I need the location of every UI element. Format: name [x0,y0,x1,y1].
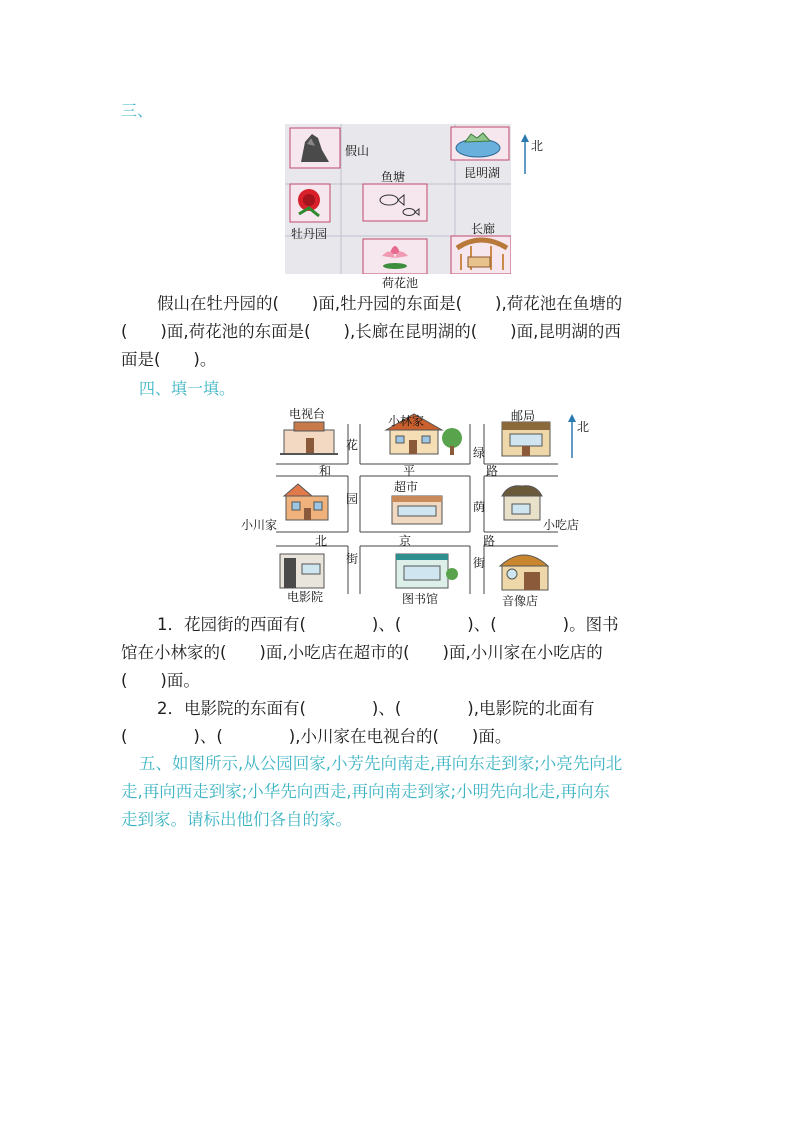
north-label-1: 北 [531,139,544,153]
section-4-title: 四、填一填。 [139,379,236,398]
cinema-building [280,554,324,588]
q1-line-3: ( )面。 [121,671,200,690]
label-music: 音像店 [502,594,539,608]
label-yutang: 鱼塘 [381,170,406,184]
tv-station-building [280,422,338,454]
q2-line-1: 2．电影院的东面有( )、( ),电影院的北面有 [157,699,595,718]
section-3-line-3: 面是( )。 [121,350,217,369]
q2-line-2: ( )、( ),小川家在电视台的( )面。 [121,727,512,746]
section-4-q2 [121,695,681,751]
music-store-building [500,555,548,590]
label-xiaochuan: 小川家 [241,518,278,532]
section-3-line-2: ( )面,荷花池的东面是( ),长廊在昆明湖的( )面,昆明湖的西 [121,322,621,341]
label-market: 超市 [394,480,419,494]
north-label-2: 北 [577,420,590,434]
section-3-text [121,290,681,374]
post-office-building [502,422,550,456]
town-map [240,404,592,610]
north-arrow-1 [520,132,550,176]
label-hehua: 荷花池 [382,276,419,290]
section-4-q1 [121,611,681,695]
label-kunming: 昆明湖 [464,166,501,180]
label-snack: 小吃店 [543,518,580,532]
section-5-text [121,750,691,834]
snack-shop-building [502,486,542,520]
park-map [285,124,511,274]
q1-line-1: 1．花园街的西面有( )、( )、( )。图书 [157,615,619,634]
section-5-line-2: 走,再向西走到家;小华先向西走,再向南走到家;小明先向北走,再向东 [121,782,610,801]
road-he: 和 [319,464,332,478]
label-changlang: 长廊 [471,222,496,236]
road-yin: 荫 [473,500,486,514]
xiaochuan-home-building [284,484,328,520]
label-cinema: 电影院 [287,590,324,604]
section-5-line-3: 走到家。请标出他们各自的家。 [121,810,352,829]
road-bei: 北 [315,534,328,548]
road-jing: 京 [399,534,412,548]
label-post: 邮局 [511,409,536,423]
section-5-line-1: 五、如图所示,从公园回家,小芳先向南走,再向东走到家;小亮先向北 [139,754,623,773]
library-building [396,554,458,588]
label-library: 图书馆 [402,592,439,606]
road-jie1: 街 [346,552,359,566]
section-3-line-1: 假山在牡丹园的( )面,牡丹园的东面是( ),荷花池在鱼塘的 [157,294,623,313]
label-jiashan: 假山 [345,144,370,158]
road-yuan: 园 [346,492,359,506]
label-xiaolin: 小林家 [388,414,425,428]
label-mudan: 牡丹园 [291,227,328,241]
north-arrow-2 [566,412,596,460]
q1-line-2: 馆在小林家的( )面,小吃店在超市的( )面,小川家在小吃店的 [121,643,603,662]
supermarket-building [392,496,442,524]
road-lu2: 路 [483,534,496,548]
road-lu1: 路 [486,464,499,478]
road-hua: 花 [346,438,359,452]
road-lv: 绿 [473,446,486,460]
section-3-title: 三、 [121,101,154,120]
label-tv: 电视台 [289,407,326,421]
road-ping: 平 [403,464,416,478]
road-jie2: 街 [473,556,486,570]
